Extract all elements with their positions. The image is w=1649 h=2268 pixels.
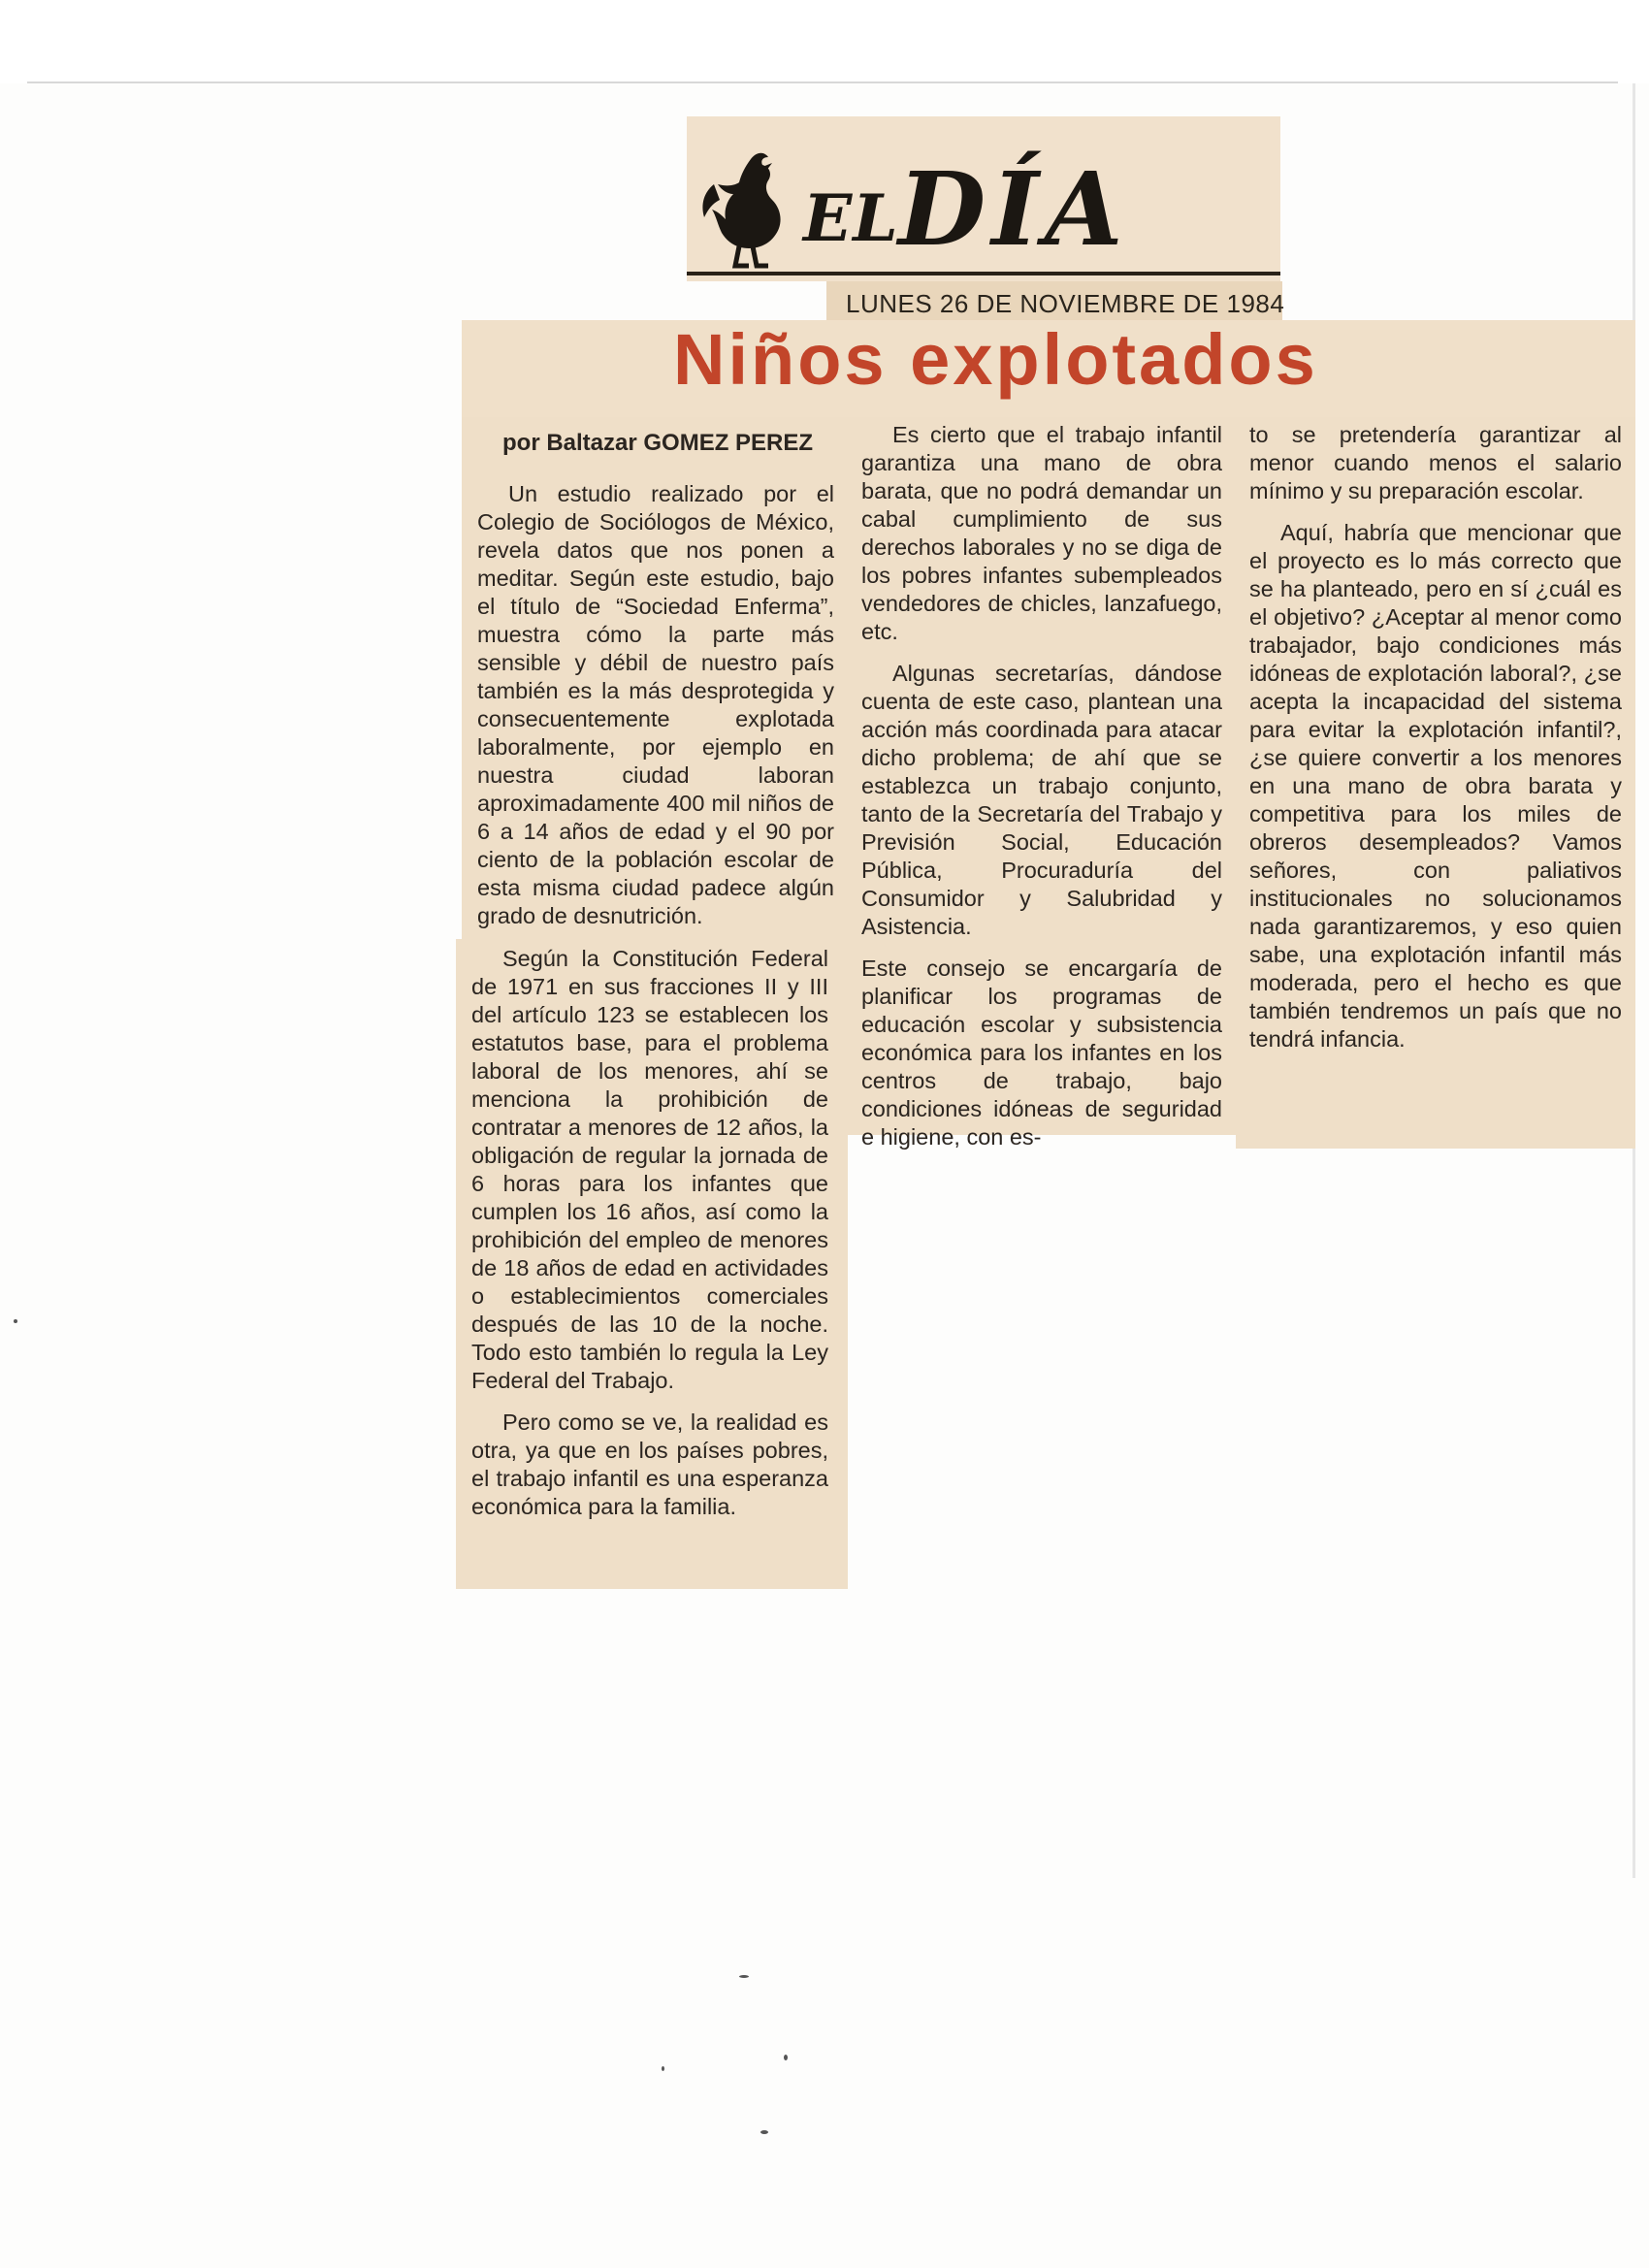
logo-dia: DÍA <box>898 149 1129 269</box>
article-headline: Niños explotados <box>673 319 1318 400</box>
article-paragraph: Es cierto que el trabajo infantil garantiza una mano de obra barata, que no podrá demandar un cabal cumplimiento de sus derechos laborales y no se diga de los pobres infantes subempleados vendedores de chicles, lanzafuego, etc. <box>861 422 1222 644</box>
rooster-icon <box>695 146 801 272</box>
article-paragraph: Este consejo se encargaría de planificar los programas de educación escolar y subsistencia económica para los infantes en los centros de trabajo, bajo condiciones idóneas de seguridad e higiene, con es- <box>861 956 1222 1150</box>
article-byline: por Baltazar GOMEZ PEREZ <box>502 430 814 456</box>
masthead-rule <box>687 272 1280 275</box>
logo-el: EL <box>803 180 899 256</box>
dateline-clipping <box>826 281 1285 322</box>
scan-speck <box>14 1319 17 1323</box>
scan-speck <box>739 1975 749 1978</box>
article-column-3 <box>1236 417 1635 1149</box>
article-paragraph: to se pretendería garantizar al menor cuando menos el salario mínimo y su preparación escolar. <box>1249 422 1622 503</box>
article-paragraph: Algunas secretarías, dándose cuenta de este caso, plantean una acción más coordinada para atacar dicho problema; de ahí que se establezca un trabajo conjunto, tanto de la Secretaría del Trabajo y Previsión Social, Educación Pública, Procuraduría del Consumidor y Salubridad y Asistencia. <box>861 661 1222 939</box>
headline-clipping <box>462 320 1635 417</box>
masthead-clipping <box>687 116 1280 281</box>
scan-speck <box>662 2066 664 2071</box>
scan-speck <box>784 2055 788 2060</box>
scanner-edge-line <box>27 81 1618 83</box>
scan-speck <box>760 2130 768 2134</box>
article-column-2 <box>848 417 1236 1150</box>
publication-date: LUNES 26 DE NOVIEMBRE DE 1984 <box>846 289 1285 318</box>
article-paragraph: Un estudio realizado por el Colegio de Sociólogos de México, revela datos que nos ponen a meditar. Según este estudio, bajo el título de “Sociedad Enferma”, muestra cómo la parte más sensible y débil de nuestro país también es la más desprotegida y consecuentemente explotada laboralmente, por ejemplo en nuestra ciudad laboran aproximadamente 400 mil niños de 6 a 14 años de edad y el 90 por ciento de la población escolar de esta misma ciudad padece algún grado de desnutrición. <box>477 481 834 928</box>
article-column-1-bottom <box>456 939 848 1589</box>
scanner-margin <box>0 0 1649 83</box>
article-paragraph: Pero como se ve, la realidad es otra, ya que en los países pobres, el trabajo infantil es una esperanza económica para la familia. <box>471 1409 828 1519</box>
article-paragraph: Aquí, habría que mencionar que el proyecto es lo más correcto que se ha planteado, pero en sí ¿cuál es el objetivo? ¿Aceptar al menor como trabajador, bajo condiciones más idóneas de explotación laboral?, ¿se acepta la incapacidad del sistema para evitar la explotación infantil?, ¿se quiere convertir a los menores en una mano de obra barata y competitiva para los miles de obreros desempleados? Vamos señores, con paliativos institucionales no solucionamos nada garantizaremos, y eso quien sabe, una explotación infantil más moderada, pero el hecho es que también tendremos un país que no tendrá infancia. <box>1249 520 1622 1052</box>
article-column-1-top <box>462 417 848 939</box>
article-paragraph: Según la Constitución Federal de 1971 en sus fracciones II y III del artículo 123 se establecen los estatutos base, para el problema laboral de los menores, ahí se menciona la prohibición de contratar a menores de 12 años, la obligación de regular la jornada de 6 horas para los infantes que cumplen los 16 años, así como la prohibición del empleo de menores de 18 años de edad en actividades o establecimientos comerciales después de las 10 de la noche. Todo esto también lo regula la Ley Federal del Trabajo. <box>471 946 828 1393</box>
